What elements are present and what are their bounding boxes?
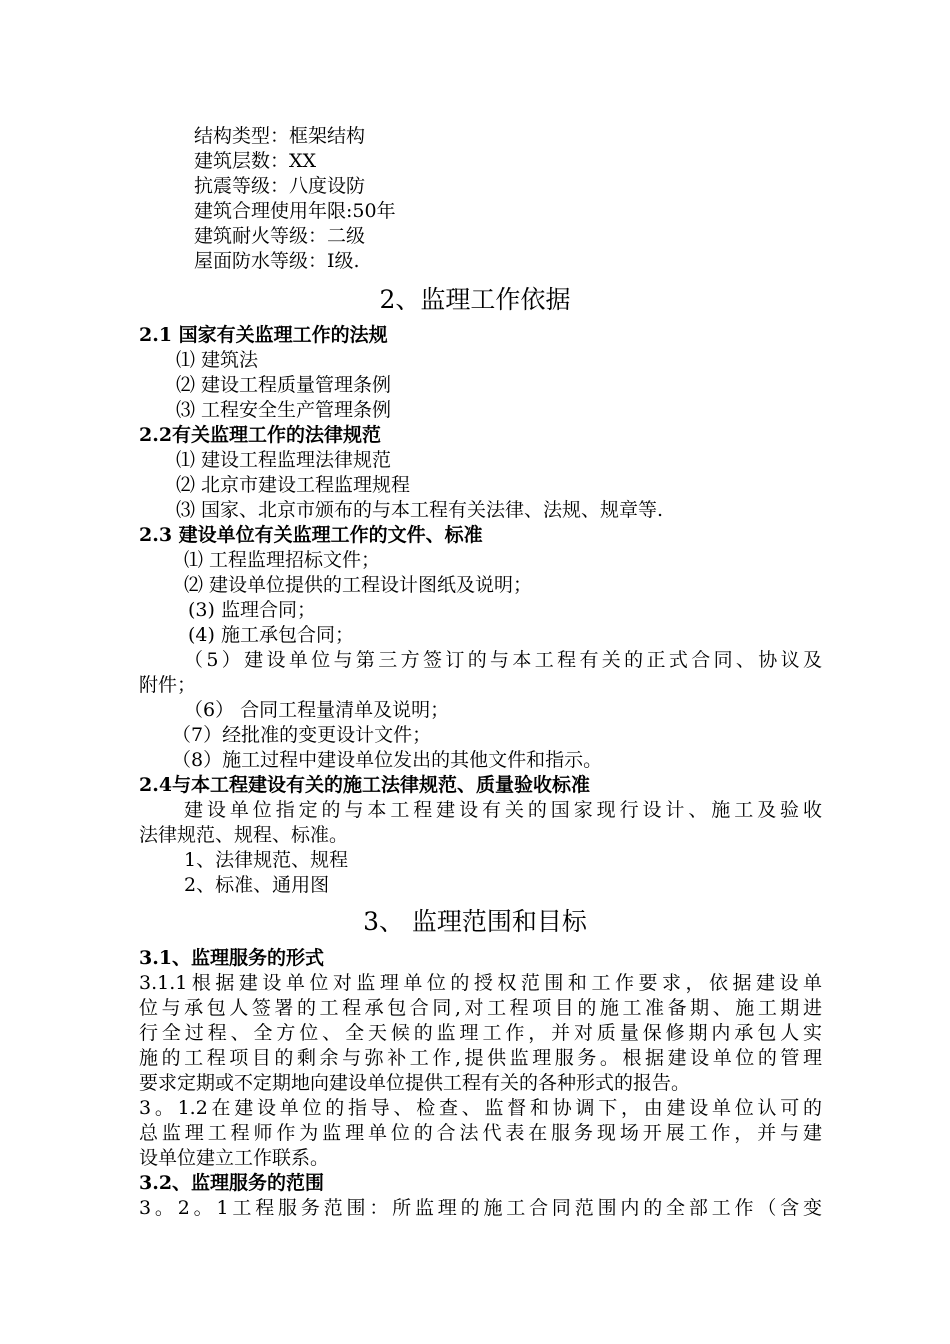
list-item: （5）建设单位与第三方签订的与本工程有关的正式合同、协议及 xyxy=(184,649,822,671)
list-item: ⑵ 北京市建设工程监理规程 xyxy=(176,474,411,496)
list-item: 2、标准、通用图 xyxy=(184,874,330,896)
paragraph-line: 总监理工程师作为监理单位的合法代表在服务现场开展工作，并与建 xyxy=(139,1122,822,1144)
structure-type: 结构类型：框架结构 xyxy=(194,125,366,147)
paragraph-line: 行全过程、全方位、全天候的监理工作，并对质量保修期内承包人实 xyxy=(139,1022,822,1044)
section-3-1-heading: 3.1、监理服务的形式 xyxy=(139,947,325,969)
paragraph-line: 3。1.2在建设单位的指导、检查、监督和协调下，由建设单位认可的 xyxy=(139,1097,822,1119)
list-item: ⑶ 国家、北京市颁布的与本工程有关法律、法规、规章等. xyxy=(176,499,664,521)
service-life: 建筑合理使用年限:50年 xyxy=(194,200,396,222)
section-2-2-heading: 2.2有关监理工作的法律规范 xyxy=(139,424,382,446)
section-2-title: 2、监理工作依据 xyxy=(379,285,571,314)
seismic-grade: 抗震等级：八度设防 xyxy=(194,175,366,197)
list-item: (3) 监理合同； xyxy=(188,599,316,621)
list-item: ⑴ 工程监理招标文件； xyxy=(184,549,381,571)
list-item: （8）施工过程中建设单位发出的其他文件和指示。 xyxy=(172,749,603,771)
list-item: ⑴ 建筑法 xyxy=(176,349,259,371)
fire-rating: 建筑耐火等级：二级 xyxy=(194,225,366,247)
list-item: ⑶ 工程安全生产管理条例 xyxy=(176,399,392,421)
paragraph-line: 施的工程项目的剩余与弥补工作,提供监理服务。根据建设单位的管理 xyxy=(139,1047,822,1069)
list-item: 1、法律规范、规程 xyxy=(184,849,349,871)
roof-waterproof: 屋面防水等级：Ⅰ级. xyxy=(194,250,360,272)
paragraph-line: 设单位建立工作联系。 xyxy=(139,1147,330,1169)
section-2-1-heading: 2.1 国家有关监理工作的法规 xyxy=(139,324,388,346)
paragraph-line: 3。2。1工程服务范围：所监理的施工合同范围内的全部工作（含变 xyxy=(139,1197,822,1219)
list-item: （6） 合同工程量清单及说明； xyxy=(184,699,450,721)
paragraph-line: 要求定期或不定期地向建设单位提供工程有关的各种形式的报告。 xyxy=(139,1072,691,1094)
list-item: ⑵ 建设工程质量管理条例 xyxy=(176,374,392,396)
section-3-2-heading: 3.2、监理服务的范围 xyxy=(139,1172,325,1194)
section-2-4-heading: 2.4与本工程建设有关的施工法律规范、质量验收标准 xyxy=(139,774,591,796)
list-item: ⑵ 建设单位提供的工程设计图纸及说明； xyxy=(184,574,533,596)
list-item: ⑴ 建设工程监理法律规范 xyxy=(176,449,392,471)
paragraph-line: 位与承包人签署的工程承包合同,对工程项目的施工准备期、施工期进 xyxy=(139,997,822,1019)
paragraph-line: 法律规范、规程、标准。 xyxy=(139,824,349,846)
list-item-continuation: 附件； xyxy=(139,674,197,696)
paragraph-line: 建设单位指定的与本工程建设有关的国家现行设计、施工及验收 xyxy=(184,799,822,821)
section-3-title: 3、 监理范围和目标 xyxy=(363,907,587,936)
section-2-3-heading: 2.3 建设单位有关监理工作的文件、标准 xyxy=(139,524,483,546)
list-item: （7）经批准的变更设计文件； xyxy=(172,724,432,746)
list-item: (4) 施工承包合同； xyxy=(188,624,354,646)
paragraph-line: 3.1.1根据建设单位对监理单位的授权范围和工作要求，依据建设单 xyxy=(139,972,822,994)
building-floors: 建筑层数：XX xyxy=(194,150,317,172)
